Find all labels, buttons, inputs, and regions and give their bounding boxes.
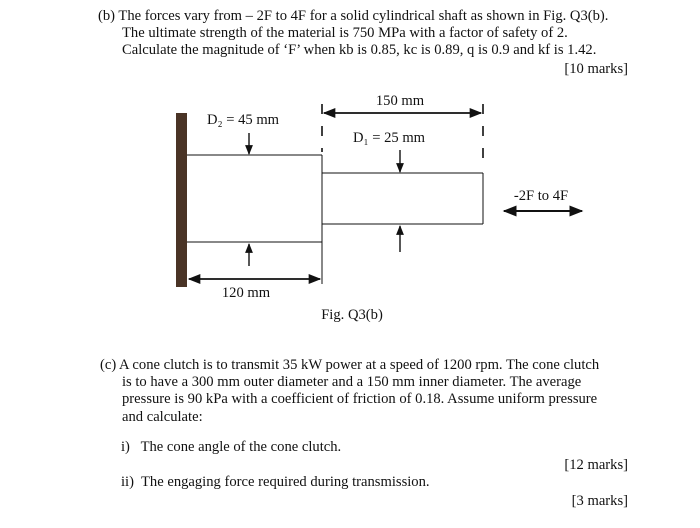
sub-question-i: i) The cone angle of the cone clutch. [121, 439, 342, 455]
question-c [100, 357, 625, 426]
figure-caption: Fig. Q3(b) [321, 307, 383, 323]
question-b-line-1: (b) The forces vary from – 2F to 4F for a solid cylindrical shaft as shown in Fig. Q3(b). [98, 8, 609, 24]
question-b-line-2: The ultimate strength of the material is 750 MPa with a factor of safety of 2. [122, 25, 568, 42]
dimension-120-label: 120 mm [221, 285, 271, 301]
d2-label: D₂ = 45 mm [206, 112, 280, 128]
dimension-150-label: 150 mm [375, 93, 425, 109]
marks-c-i: [12 marks] [564, 457, 628, 473]
force-label: -2F to 4F [513, 188, 569, 204]
question-c-line-4: and calculate: [122, 408, 203, 425]
question-c-line-3: pressure is 90 kPa with a coefficient of friction of 0.18. Assume uniform pressure [122, 391, 598, 408]
question-b-line-3: Calculate the magnitude of ‘F’ when kb is 0.85, kc is 0.89, q is 0.9 and kf is 1.42. [122, 42, 597, 59]
question-c-line-2: is to have a 300 mm outer diameter and a 150 mm inner diameter. The average [122, 374, 582, 391]
marks-b: [10 marks] [564, 61, 628, 77]
d1-label: D₁ = 25 mm [352, 130, 426, 146]
fixed-support-wall [176, 113, 187, 287]
question-c-line-1: (c) A cone clutch is to transmit 35 kW power at a speed of 1200 rpm. The cone clutch [100, 357, 600, 373]
marks-c-ii: [3 marks] [571, 493, 628, 509]
sub-question-ii: ii) The engaging force required during transmission. [121, 474, 430, 490]
